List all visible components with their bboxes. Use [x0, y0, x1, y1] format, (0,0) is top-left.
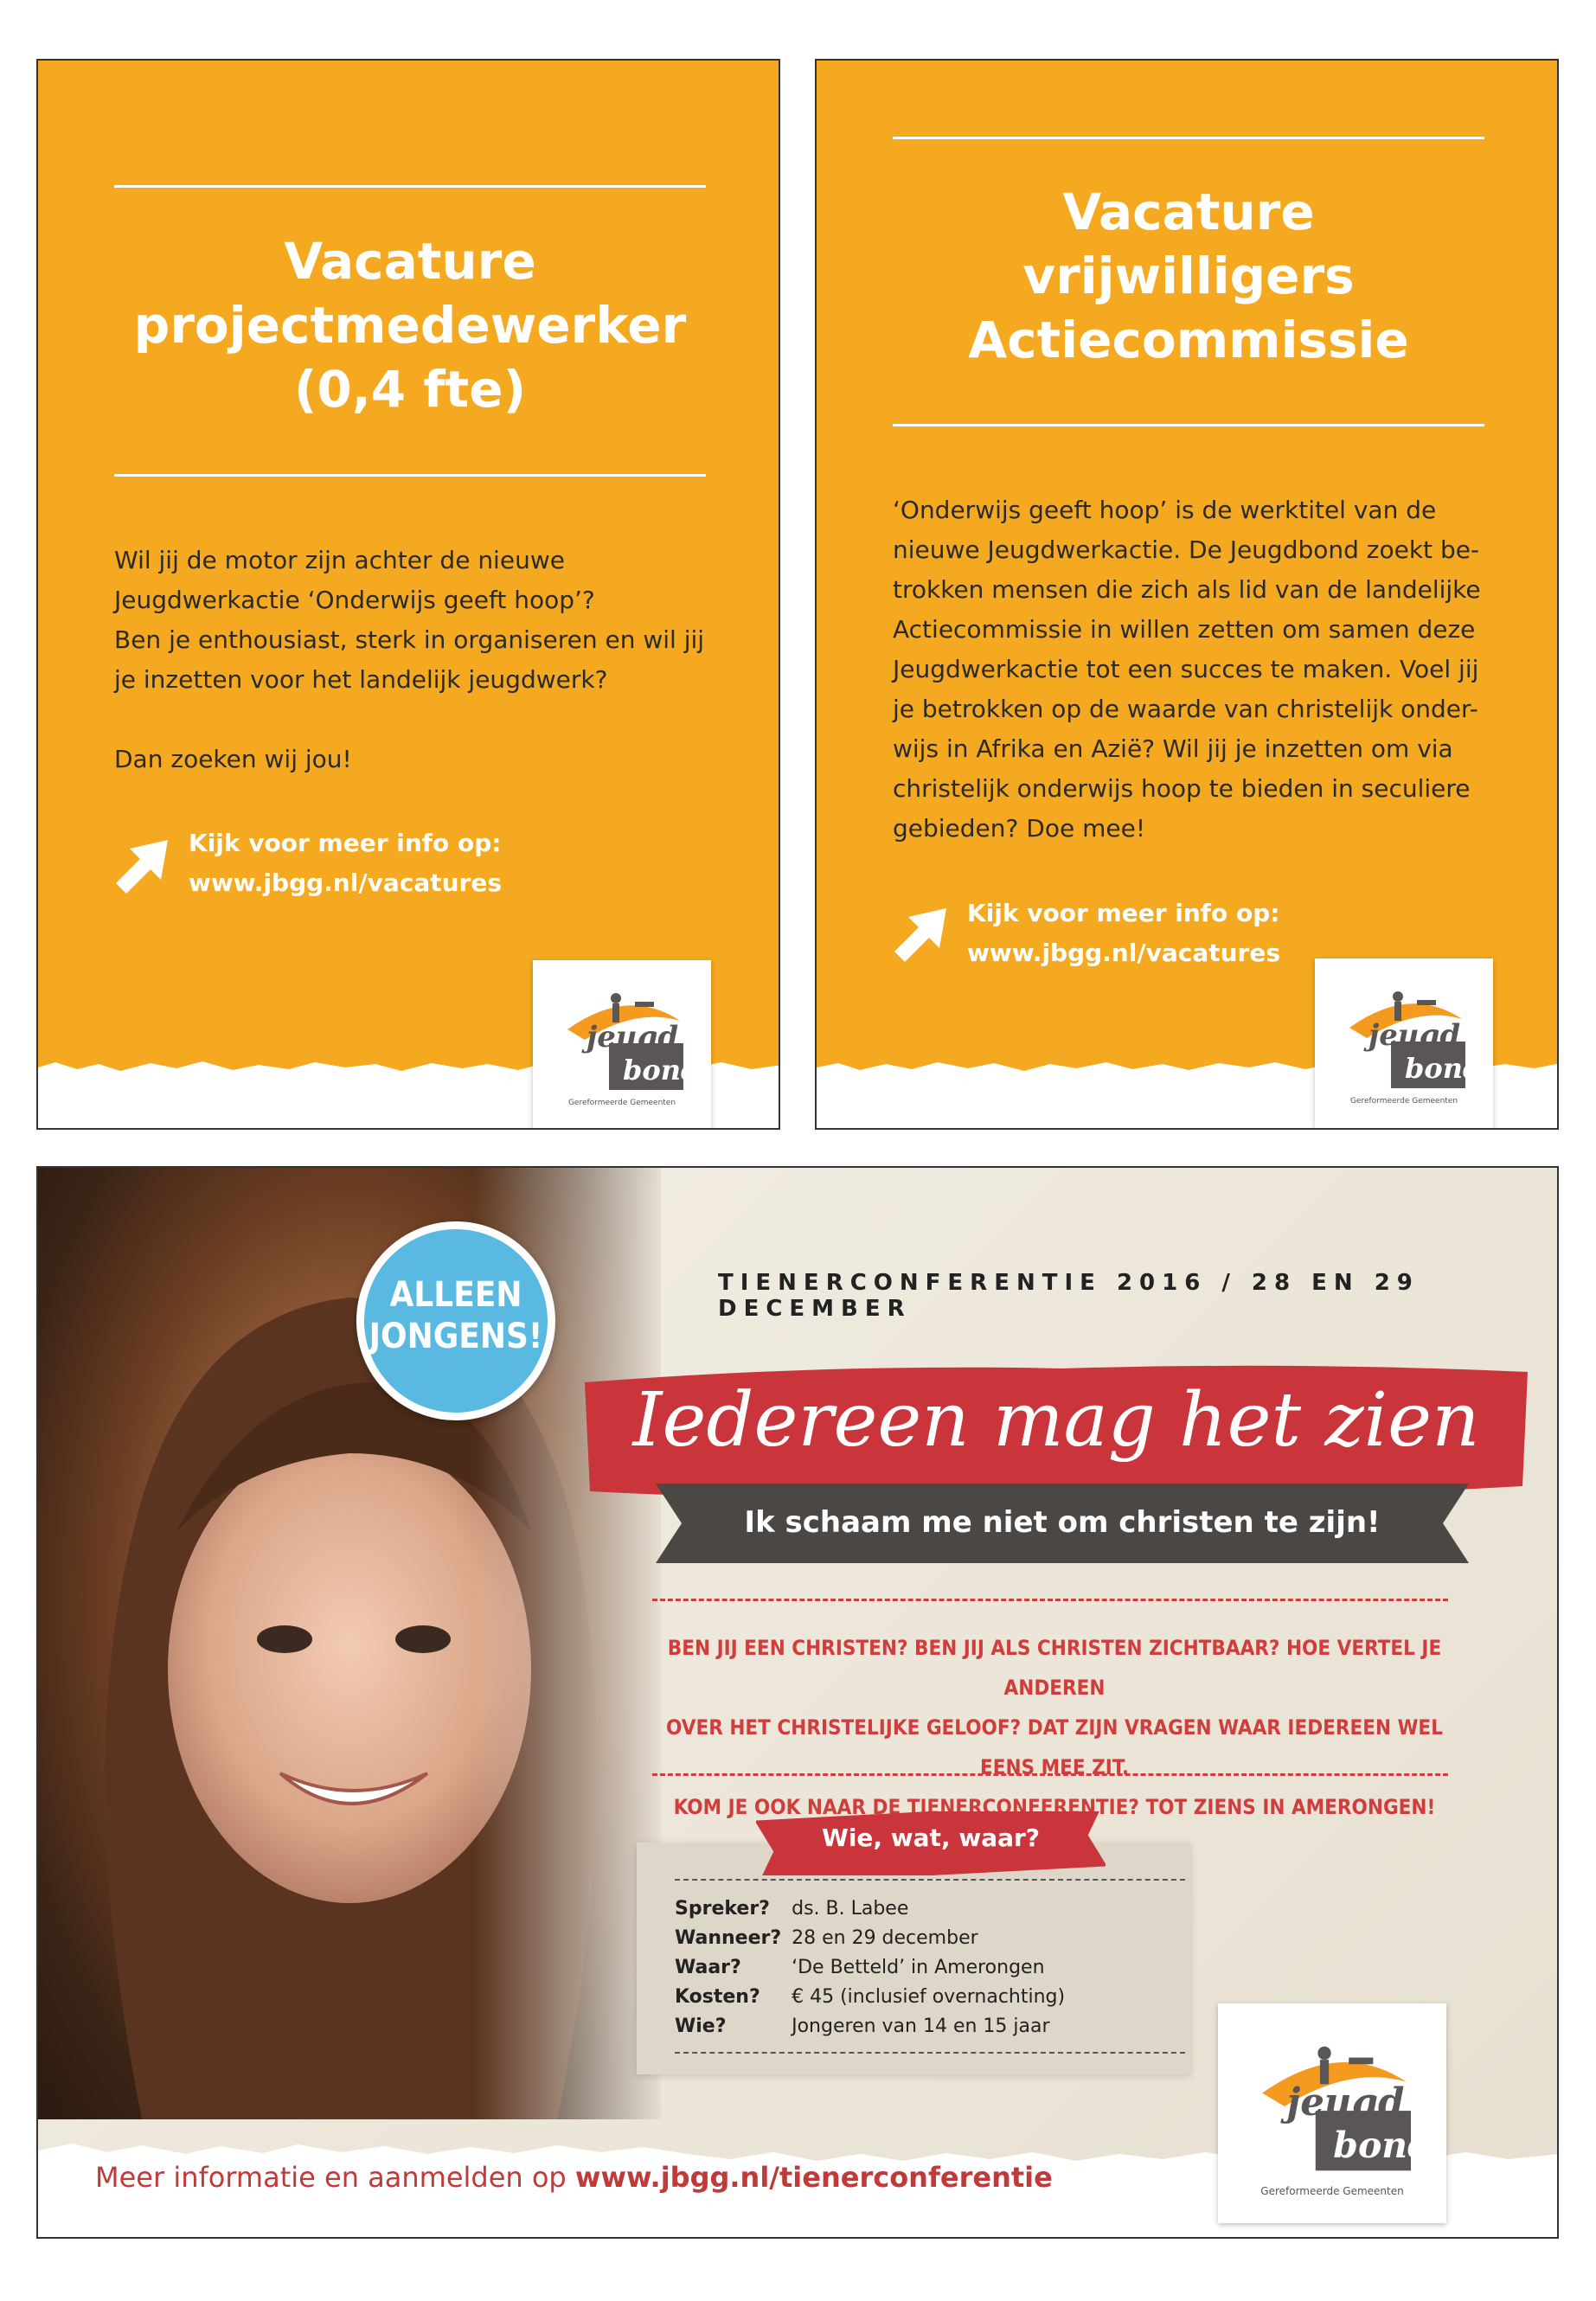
details-divider	[675, 1879, 1185, 1881]
jeugdbond-logo	[1315, 958, 1493, 1128]
logo-subtitle: Gereformeerde Gemeenten	[1349, 1097, 1458, 1106]
conference-questions	[644, 1628, 1465, 1827]
arrow-icon	[112, 836, 173, 897]
vacatures-link[interactable]: www.jbgg.nl/vacatures	[967, 939, 1280, 967]
title-rule-top	[114, 185, 706, 188]
detail-row	[675, 1924, 1075, 1953]
title-rule-bottom	[893, 424, 1484, 426]
logo-subtitle: Gereformeerde Gemeenten	[567, 1099, 676, 1107]
tienerconferentie-card	[36, 1166, 1559, 2239]
vacatures-link[interactable]: www.jbgg.nl/vacatures	[189, 868, 502, 897]
dashed-divider	[652, 1773, 1448, 1776]
badge-line: JONGENS!	[369, 1317, 543, 1356]
badge-line: ALLEEN	[389, 1275, 522, 1315]
more-info-label: Kijk voor meer info op:	[967, 899, 1280, 927]
jeugdbond-logo	[1218, 2003, 1446, 2223]
vacancy-title	[38, 229, 780, 421]
arrow-icon	[891, 905, 952, 965]
title-line: vrijwilligers	[1022, 247, 1355, 305]
question-line: OVER HET CHRISTELIJKE GELOOF? DAT ZIJN VRAGEN WAAR IEDEREEN WEL EENS MEE ZIT.	[666, 1715, 1443, 1779]
logo-word-jeugd: jeugd	[586, 1020, 679, 1054]
detail-value: Jongeren van 14 en 15 jaar	[792, 2016, 1050, 2037]
detail-value: ‘De Betteld’ in Amerongen	[792, 1957, 1045, 1978]
detail-row	[675, 2012, 1075, 2041]
event-details-table	[675, 1894, 1075, 2041]
detail-key: Spreker?	[675, 1898, 770, 1920]
tagline: Ik schaam me niet om christen te zijn!	[744, 1505, 1381, 1540]
more-info	[189, 824, 502, 903]
conference-subtitle: TIENERCONFERENTIE 2016 / 28 EN 29 DECEMBER	[718, 1270, 1420, 1322]
footer-info	[95, 2161, 1053, 2194]
detail-row	[675, 1894, 1075, 1924]
portrait-illustration	[38, 1168, 661, 2119]
vacancy-card-actiecommissie	[815, 59, 1559, 1130]
logo-word-bond: bond	[623, 1054, 701, 1086]
title-rule-top	[893, 137, 1484, 139]
girl-portrait-photo	[38, 1168, 661, 2119]
logo-word-bond: bond	[1333, 2124, 1433, 2166]
vacancy-card-projectmedewerker	[36, 59, 780, 1130]
question-line: KOM JE OOK NAAR DE TIENERCONFERENTIE? TOT ZIENS IN AMERONGEN!	[673, 1795, 1436, 1819]
title-line: Vacature	[1062, 183, 1315, 241]
title-rule-bottom	[114, 474, 706, 477]
alleen-jongens-badge	[356, 1221, 555, 1420]
detail-row	[675, 1983, 1075, 2012]
detail-value: 28 en 29 december	[792, 1927, 978, 1949]
footer-text: Meer informatie en aanmelden op	[95, 2161, 575, 2194]
detail-key: Wanneer?	[675, 1927, 782, 1949]
detail-key: Kosten?	[675, 1986, 760, 2008]
headline: Iedereen mag het zien	[632, 1377, 1480, 1464]
title-line: Actiecommissie	[968, 311, 1409, 369]
logo-word-bond: bond	[1405, 1052, 1483, 1085]
more-info-label: Kijk voor meer info op:	[189, 829, 502, 857]
logo-word-jeugd: jeugd	[1286, 2080, 1405, 2125]
detail-value: € 45 (inclusief overnachting)	[792, 1986, 1066, 2008]
vacancy-description: Wil jij de motor zijn achter de nieuwe Jeugdwerkactie ‘Onderwijs geeft hoop’? Ben je enthousiast, sterk in organiseren en wil jij je inzetten voor het landelijk jeugdwerk? Dan zoeken wij jou!	[114, 546, 705, 773]
more-info	[967, 894, 1280, 973]
vacancy-title	[817, 180, 1559, 372]
title-line: (0,4 fte)	[293, 360, 527, 419]
jeugdbond-logo	[533, 960, 711, 1130]
vacancy-description: ‘Onderwijs geeft hoop’ is de werktitel van de nieuwe Jeugdwerkactie. De Jeugdbond zoekt be- trokken mensen die zich als lid van de landelijke Actiecommissie in willen zetten om samen deze Jeugdwerkactie tot een succes te maken. Voel jij je betrokken op de waarde van christelijk onder- wijs in Afrika en Azië? Wil jij je inzetten om via christelijk onderwijs hoop te bieden in seculiere gebieden? Doe mee!	[893, 496, 1481, 843]
question-line: BEN JIJ EEN CHRISTEN? BEN JIJ ALS CHRISTEN ZICHTBAAR? HOE VERTEL JE ANDEREN	[667, 1636, 1442, 1700]
title-line: projectmedewerker	[133, 296, 687, 355]
logo-subtitle: Gereformeerde Gemeenten	[1260, 2185, 1404, 2197]
details-divider	[675, 2052, 1185, 2054]
tienerconferentie-link[interactable]: www.jbgg.nl/tienerconferentie	[574, 2161, 1053, 2194]
detail-row	[675, 1953, 1075, 1983]
detail-key: Wie?	[675, 2016, 727, 2037]
detail-value: ds. B. Labee	[792, 1898, 909, 1920]
dashed-divider	[652, 1599, 1448, 1601]
detail-key: Waar?	[675, 1957, 741, 1978]
logo-word-jeugd: jeugd	[1368, 1018, 1461, 1053]
info-title: Wie, wat, waar?	[821, 1823, 1041, 1852]
title-line: Vacature	[284, 232, 536, 291]
